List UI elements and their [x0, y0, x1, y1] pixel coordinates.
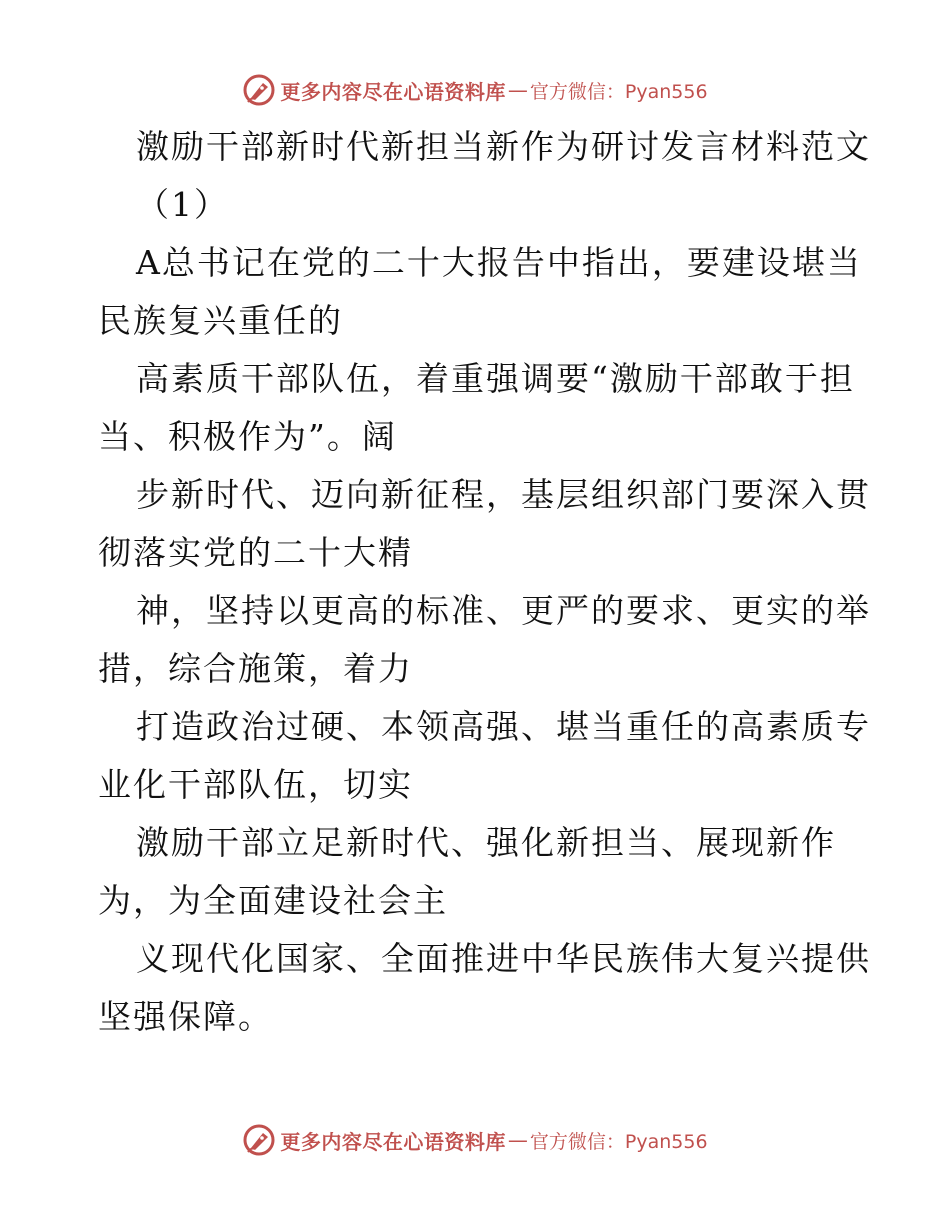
paragraph-line: 措，综合施策，着力: [98, 649, 413, 688]
paragraph-line: 民族复兴重任的: [98, 301, 343, 340]
paragraph-line: 业化干部队伍，切实: [98, 765, 413, 804]
paragraph-line: 彻落实党的二十大精: [98, 533, 413, 572]
pen-nib-logo-icon: [242, 73, 276, 107]
paragraph-line: 打造政治过硬、本领高强、堪当重任的高素质专: [136, 707, 871, 746]
pen-nib-logo-icon: [242, 1123, 276, 1157]
banner-wechat-text: 官方微信：Pyan556: [529, 1130, 708, 1153]
paragraph-line: 坚强保障。: [98, 997, 273, 1036]
banner-separator: —: [507, 1128, 528, 1152]
document-body: [98, 118, 871, 1046]
paragraph-line: A总书记在党的二十大报告中指出，要建设堪当: [136, 243, 862, 282]
paragraph-line: 激励干部立足新时代、强化新担当、展现新作: [136, 823, 836, 862]
footer-banner: [0, 1120, 950, 1160]
banner-brand-text: 更多内容尽在心语资料库: [280, 1129, 506, 1154]
banner-wechat-text: 官方微信：Pyan556: [529, 80, 708, 103]
paragraph-line: 神，坚持以更高的标准、更严的要求、更实的举: [136, 591, 871, 630]
banner-brand-text: 更多内容尽在心语资料库: [280, 79, 506, 104]
banner-separator: —: [507, 78, 528, 102]
paragraph-line: 高素质干部队伍，着重强调要“激励干部敢于担: [136, 359, 855, 398]
paragraph-line: 当、积极作为”。阔: [98, 417, 397, 456]
document-title-number: （1）: [136, 185, 229, 224]
paragraph-line: 义现代化国家、全面推进中华民族伟大复兴提供: [136, 939, 871, 978]
paragraph-line: 步新时代、迈向新征程，基层组织部门要深入贯: [136, 475, 871, 514]
document-title: 激励干部新时代新担当新作为研讨发言材料范文: [136, 127, 871, 166]
paragraph-line: 为，为全面建设社会主: [98, 881, 448, 920]
header-banner: [0, 70, 950, 110]
